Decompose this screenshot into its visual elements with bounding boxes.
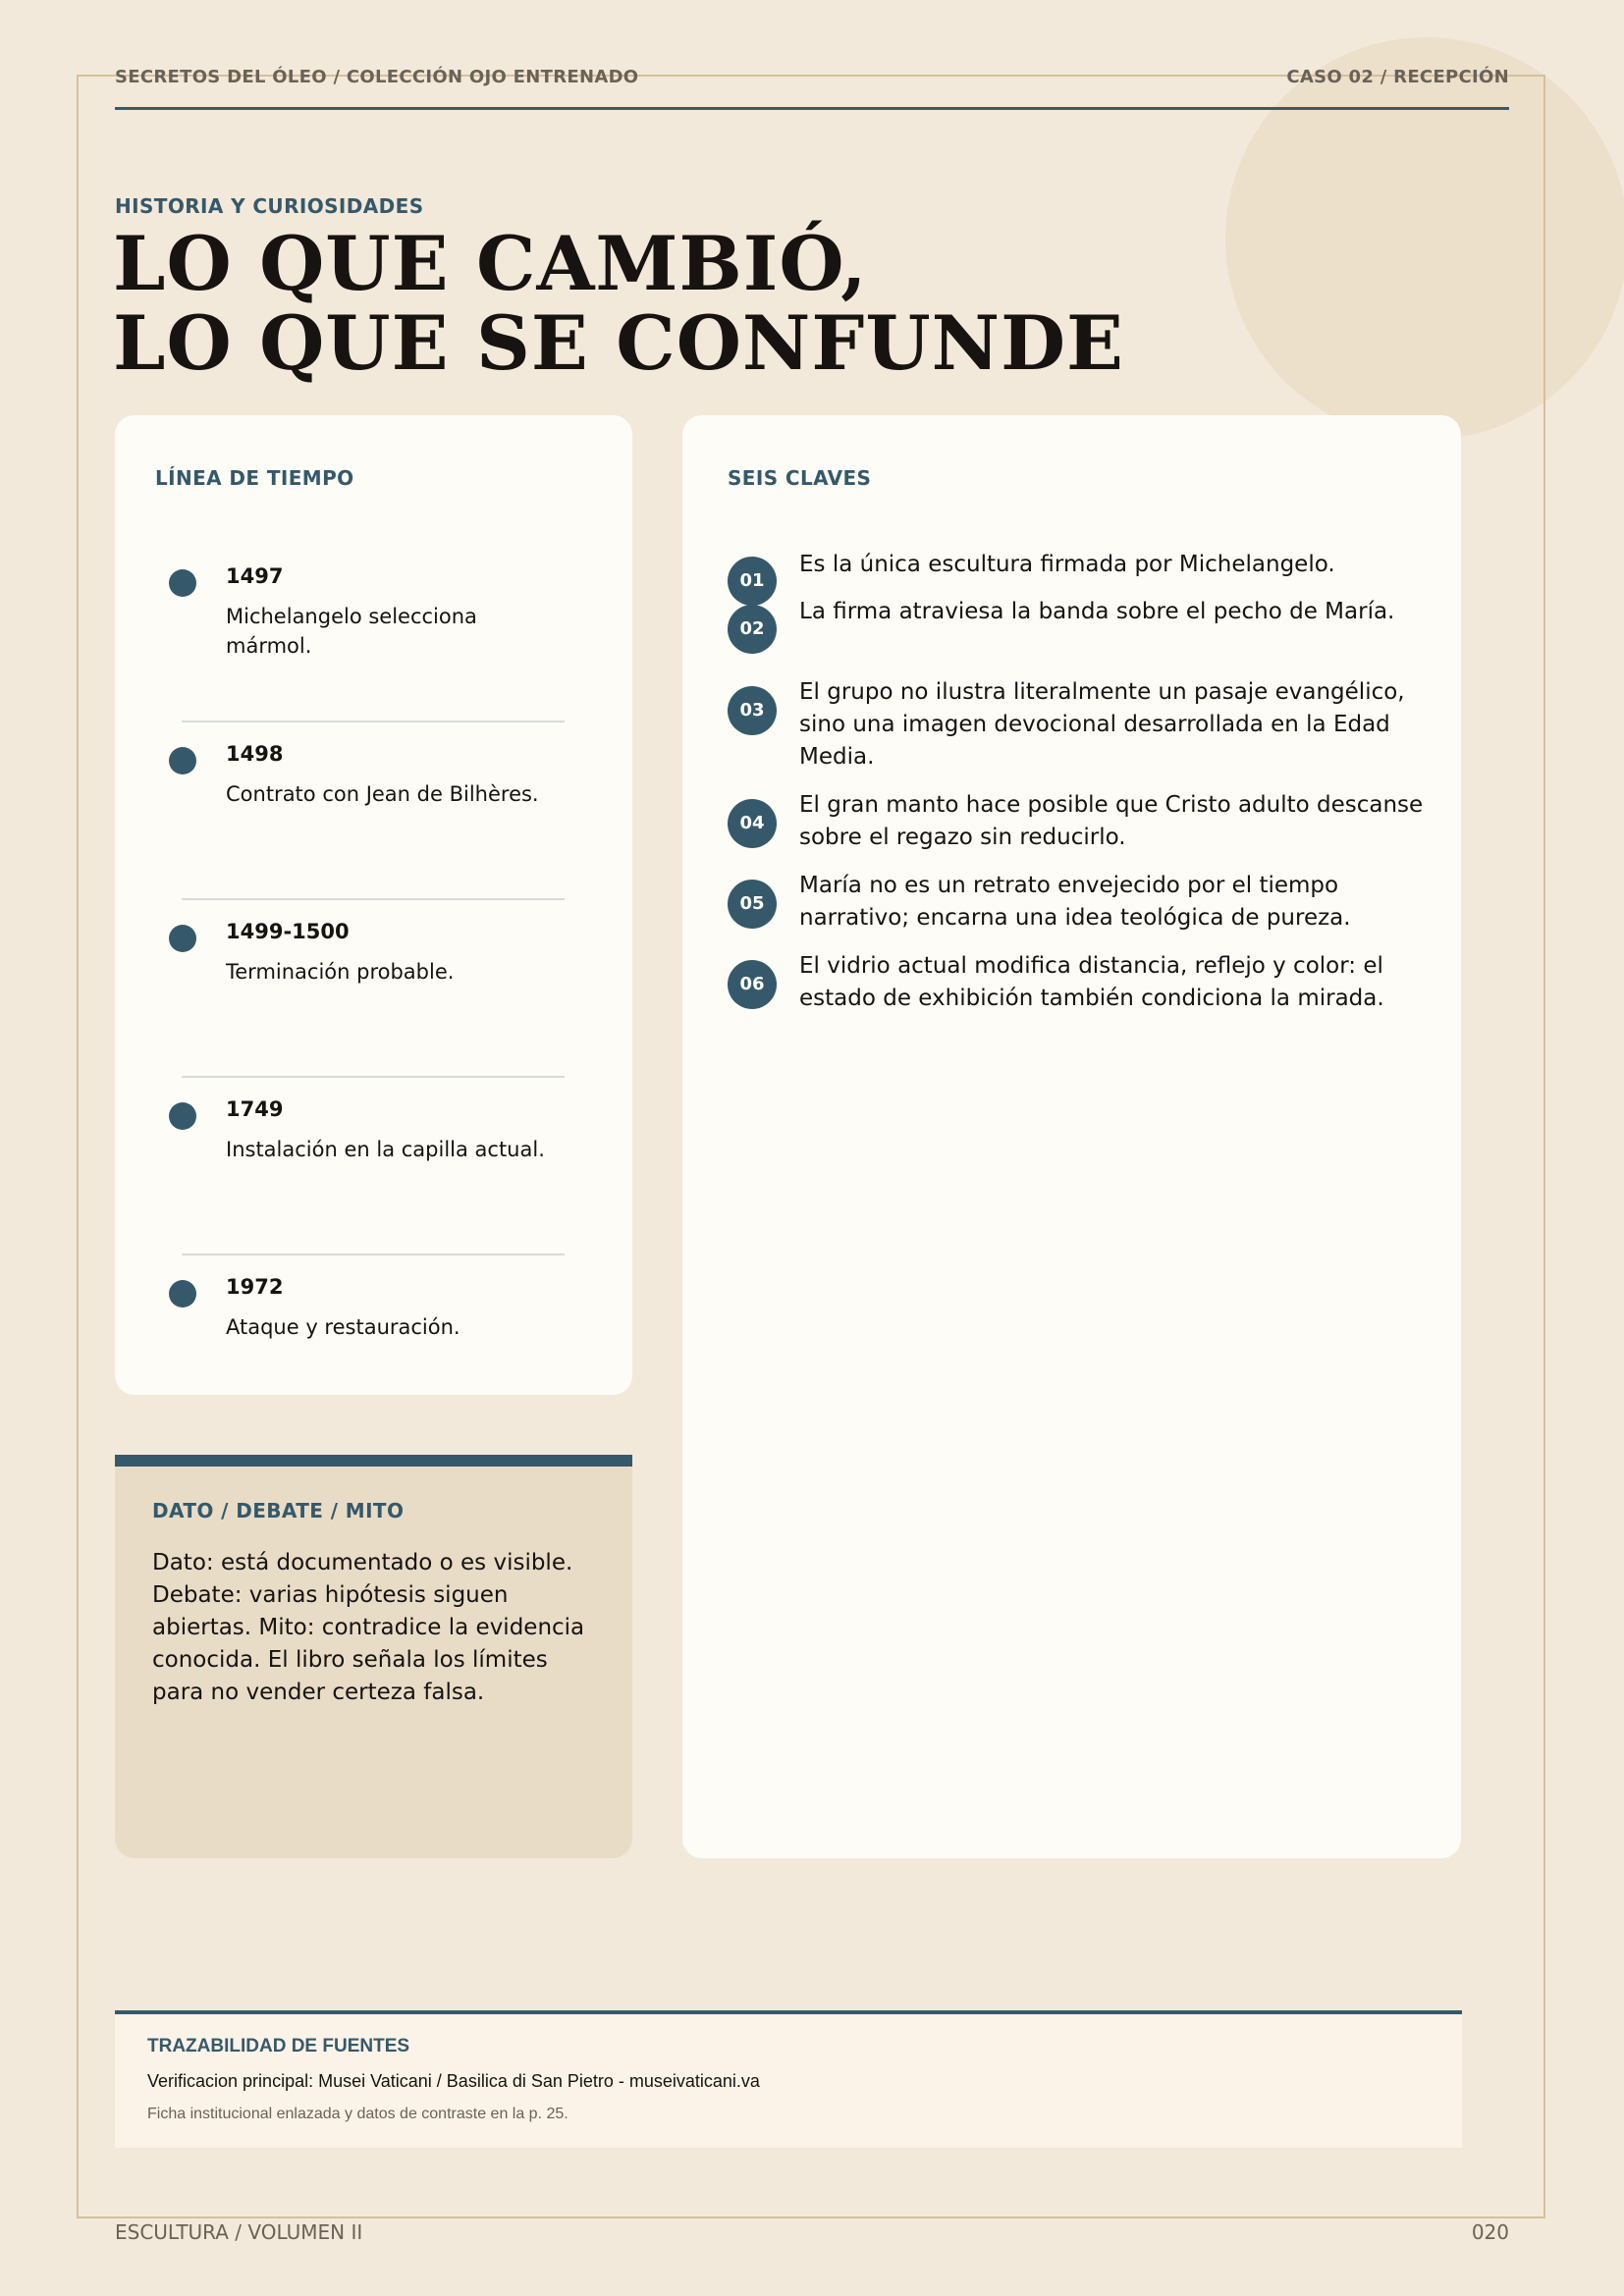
key-number-badge: 06 <box>728 960 777 1009</box>
sources-main: Verificacion principal: Musei Vaticani / Basilica di San Pietro - museivaticani.va <box>147 2071 760 2091</box>
timeline-dot <box>169 747 196 774</box>
running-header-right: CASO 02 / RECEPCIÓN <box>1286 67 1509 87</box>
timeline-text: Contrato con Jean de Bilhères. <box>226 782 539 806</box>
sources-box <box>115 2010 1462 2148</box>
title-line-2: LO QUE SE CONFUNDE <box>113 299 1124 387</box>
key-number-badge: 02 <box>728 605 777 654</box>
key-text: Es la única escultura firmada por Michelangelo. <box>799 552 1335 577</box>
note-accent-bar <box>115 1455 632 1467</box>
sources-note: Ficha institucional enlazada y datos de contraste en la p. 25. <box>147 2106 568 2122</box>
page-number: 020 <box>1471 2220 1509 2244</box>
timeline-divider <box>182 898 565 900</box>
keys-heading: SEIS CLAVES <box>728 466 872 490</box>
timeline-divider <box>182 1076 565 1078</box>
footer-section: ESCULTURA / VOLUMEN II <box>115 2220 363 2244</box>
timeline-heading: LÍNEA DE TIEMPO <box>155 466 354 490</box>
timeline-text: Terminación probable. <box>226 960 455 984</box>
timeline-card <box>115 415 632 1395</box>
key-number-badge: 05 <box>728 880 777 929</box>
timeline-dot <box>169 1102 196 1130</box>
key-text: El grupo no ilustra literalmente un pasaje evangélico, sino una imagen devocional desarrollada en la Edad Media. <box>799 679 1405 770</box>
timeline-text: Michelangelo selecciona mármol. <box>226 605 477 658</box>
timeline-year: 1972 <box>226 1275 284 1299</box>
timeline-divider <box>182 721 565 722</box>
key-number-badge: 03 <box>728 686 777 735</box>
timeline-divider <box>182 1254 565 1255</box>
sources-heading: TRAZABILIDAD DE FUENTES <box>147 2036 410 2056</box>
keys-card <box>682 415 1461 1858</box>
key-number-badge: 04 <box>728 799 777 848</box>
timeline-year: 1499-1500 <box>226 920 350 943</box>
timeline-dot <box>169 569 196 597</box>
header-rule <box>115 107 1509 110</box>
timeline-text: Instalación en la capilla actual. <box>226 1138 545 1161</box>
key-text: La firma atraviesa la banda sobre el pecho de María. <box>799 599 1395 624</box>
timeline-dot <box>169 1280 196 1308</box>
fact-debate-myth-box <box>115 1455 632 1858</box>
timeline-year: 1498 <box>226 742 284 766</box>
timeline-year: 1749 <box>226 1097 284 1121</box>
note-heading: DATO / DEBATE / MITO <box>152 1499 405 1522</box>
running-header-left: SECRETOS DEL ÓLEO / COLECCIÓN OJO ENTRENADO <box>115 67 639 87</box>
section-kicker: HISTORIA Y CURIOSIDADES <box>115 194 424 218</box>
key-number-badge: 01 <box>728 557 777 606</box>
timeline-text: Ataque y restauración. <box>226 1315 460 1339</box>
note-text: Dato: está documentado o es visible. Debate: varias hipótesis siguen abiertas. Mito: contradice la evidencia conocida. El libro señala los límites para no vender certeza falsa. <box>152 1550 585 1705</box>
key-text: El vidrio actual modifica distancia, reflejo y color: el estado de exhibición también condiciona la mirada. <box>799 953 1384 1011</box>
timeline-dot <box>169 925 196 952</box>
key-text: El gran manto hace posible que Cristo adulto descanse sobre el regazo sin reducirlo. <box>799 792 1424 850</box>
page-title <box>113 220 1124 387</box>
key-text: María no es un retrato envejecido por el tiempo narrativo; encarna una idea teológica de pureza. <box>799 873 1351 931</box>
timeline-year: 1497 <box>226 564 284 588</box>
title-line-1: LO QUE CAMBIÓ, <box>113 220 868 307</box>
